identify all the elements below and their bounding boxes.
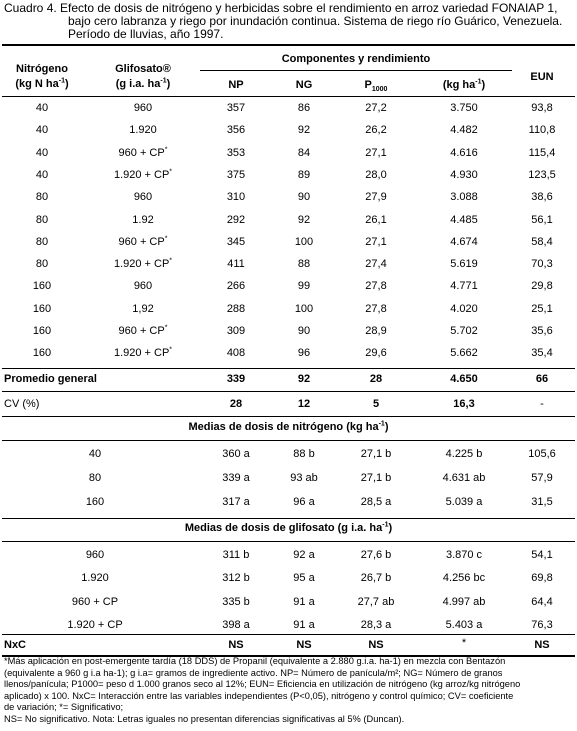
cell-dosis-n: 40 (88, 448, 102, 460)
cell-eun: 31,5 (531, 496, 553, 508)
cell-ng: 88 b (293, 448, 315, 460)
cell-p: 29,6 (365, 347, 387, 360)
header-glifosato: Glifosato® (115, 63, 171, 75)
cell-ng: 96 (297, 347, 311, 360)
cell-glifosato (88, 302, 198, 316)
cell-eun: 115,4 (528, 146, 556, 159)
rule-after-section-n-title (2, 440, 575, 441)
cell-dosis-n: 160 (85, 496, 105, 508)
cell-p: 26,1 (365, 213, 387, 226)
cell-kg: 4.225 b (445, 448, 483, 460)
section-title-nitrogeno: Medias de dosis de nitrógeno (kg $ha^{-1}$) (188, 420, 389, 433)
cell-glifosato (88, 324, 198, 338)
cell-kg: 5.619 (450, 258, 478, 271)
cell-np: 360 a (222, 448, 250, 460)
cell-p: 27,9 (365, 191, 387, 204)
cell-ng: 92 a (293, 549, 315, 561)
cell-glifosato (88, 279, 198, 293)
cell-nitrogeno: 40 (35, 102, 49, 114)
cell-eun: 57,9 (531, 472, 553, 484)
cell-glifosato (88, 346, 198, 360)
cell-np: 335 b (222, 595, 250, 608)
cell-ng: 90 (297, 325, 311, 337)
cell-eun: 64,4 (531, 595, 553, 608)
header-ng: NG (295, 79, 313, 91)
promedio-label: Promedio general (4, 373, 97, 385)
rule-before-section-n (2, 416, 575, 417)
cell-p: 26,2 (365, 124, 387, 137)
cell-ng: 99 (297, 280, 311, 293)
cell-ng: 86 (297, 102, 311, 114)
cell-kg: 4.930 (450, 168, 478, 181)
cell-kg: 5.039 a (445, 496, 483, 508)
cell-ng: 92 (297, 124, 311, 137)
cell-eun: 54,1 (531, 549, 553, 561)
cell-np: 353 (226, 146, 246, 159)
cell-ng: 84 (297, 146, 311, 159)
cell-eun: 35,4 (531, 347, 553, 360)
cell-ng: 96 a (293, 496, 315, 508)
cell-nitrogeno: 160 (32, 280, 52, 293)
cell-p: 27,4 (365, 258, 387, 271)
cell-p: 27,1 b (360, 472, 392, 484)
cell-dosis-g: 1.920 + CP (67, 618, 123, 631)
cell-np: 309 (226, 325, 246, 337)
cell-p: 27,8 (365, 280, 387, 293)
cell-dosis-g: 1.920 (81, 572, 109, 585)
cell-eun: 105,6 (528, 448, 556, 460)
cell-p: 27,7 ab (357, 595, 395, 608)
cell-kg: 4.482 (450, 124, 478, 137)
table-top-rule (2, 44, 575, 46)
cell-eun: 70,3 (531, 258, 553, 271)
cell-kg: 5.702 (450, 325, 478, 337)
cell-ng: 95 a (293, 572, 315, 585)
cell-kg: 3.870 c (445, 549, 483, 561)
nxc-ng: NS (296, 639, 312, 651)
cell-eun: 56,1 (531, 213, 553, 226)
nxc-label: NxC (4, 639, 27, 651)
cv-np: 28 (229, 398, 243, 410)
cell-nitrogeno: 40 (35, 168, 49, 181)
rule-before-cv (2, 391, 575, 392)
cell-kg: 4.997 ab (442, 595, 486, 608)
cell-np: 292 (226, 213, 246, 226)
glifosato-text: 960 (133, 191, 153, 204)
cell-p: 27,2 (365, 102, 387, 114)
cell-np: 339 a (222, 472, 250, 484)
cell-p: 28,3 a (360, 618, 392, 631)
cv-label: CV (%) (4, 398, 40, 410)
nxc-eun: NS (534, 639, 550, 651)
table-caption (4, 2, 574, 41)
cell-np: 310 (226, 191, 246, 204)
promedio-np: 339 (226, 373, 246, 385)
cell-np: 266 (226, 280, 246, 293)
cp-marker: * (169, 168, 173, 176)
cell-ng: 90 (297, 191, 311, 204)
header-eun: EUN (530, 71, 554, 83)
cell-glifosato (88, 235, 198, 249)
cell-kg: 5.403 a (445, 618, 483, 631)
cell-glifosato (88, 101, 198, 115)
cell-p: 28,5 a (360, 496, 392, 508)
rule-before-nxc (2, 634, 575, 635)
nxc-kg: * (461, 637, 467, 649)
cp-marker: * (169, 257, 173, 265)
cell-eun: 110,8 (528, 124, 556, 137)
cell-p: 27,1 b (360, 448, 392, 460)
cell-glifosato (88, 257, 198, 271)
header-p1000: $P_{1000}$ (364, 79, 388, 94)
footnote-line: llenos/panícula; P1000= peso d 1.000 granos seco al 12%; EUN= Eficiencia en utilización de nitrógeno (kg arroz/kg nitrógeno (4, 679, 521, 690)
cell-np: 311 b (222, 549, 250, 561)
nxc-np: NS (228, 639, 244, 651)
promedio-ng: 92 (297, 373, 311, 385)
cell-nitrogeno: 160 (32, 302, 52, 315)
cell-kg: 4.631 ab (442, 472, 486, 484)
promedio-kg: 4.650 (450, 373, 478, 385)
cell-eun: 58,4 (531, 235, 553, 248)
cv-kg: 16,3 (453, 398, 475, 410)
glifosato-text: 1.920 (129, 124, 157, 137)
cell-kg: 3.750 (450, 102, 478, 114)
cell-nitrogeno: 40 (35, 146, 49, 159)
footnote-line: (equivalente a 960 g i.a ha-1); g i.a= gramos de ingrediente activo. NP= Número de panícula/m²; NG= Número de granos (4, 667, 503, 678)
cell-ng: 100 (294, 302, 314, 315)
glifosato-text: 960 (133, 102, 153, 114)
glifosato-text: 1.920 + CP (113, 258, 170, 271)
cell-glifosato (88, 123, 198, 137)
rule-before-section-g (2, 518, 575, 519)
header-componentes: Componentes y rendimiento (281, 53, 431, 65)
footnote-line: *Más aplicación en post-emergente tardía (18 DDS) de Propanil (equivalente a 2.880 g.i.a. ha-1) en mezcla con Bentazón (4, 656, 506, 666)
cell-np: 408 (226, 347, 246, 360)
cell-eun: 25,1 (531, 302, 553, 315)
cell-np: 288 (226, 302, 246, 315)
cell-kg: 4.771 (450, 280, 478, 293)
cell-ng: 100 (294, 235, 314, 248)
cell-kg: 4.674 (450, 235, 478, 248)
cell-eun: 29,8 (531, 280, 553, 293)
cell-eun: 35,6 (531, 325, 553, 337)
cell-eun: 76,3 (531, 618, 553, 631)
cv-eun: - (540, 398, 544, 410)
rule-before-promedio (2, 368, 575, 369)
cell-eun: 123,5 (528, 168, 556, 181)
footnote-line: NS= No significativo. Nota: Letras iguales no presentan diferencias significativas al 5% (Duncan). (4, 713, 405, 724)
cell-nitrogeno: 40 (35, 124, 49, 137)
cell-ng: 92 (297, 213, 311, 226)
cell-eun: 38,6 (531, 191, 553, 204)
cell-p: 28,0 (365, 168, 387, 181)
header-bottom-rule (2, 96, 575, 97)
cell-np: 375 (226, 168, 246, 181)
cell-kg: 4.485 (450, 213, 478, 226)
footnote-line: de variación; *= Significativo; (4, 702, 124, 713)
header-sub-rule (200, 70, 512, 71)
glifosato-text: 1.920 + CP (113, 168, 170, 181)
header-kg: (kg $ha^{-1}$) (442, 78, 486, 91)
cell-p: 27,8 (365, 302, 387, 315)
cell-nitrogeno: 80 (35, 235, 49, 248)
caption-line: Período de lluvias, año 1997. (68, 27, 224, 41)
cp-marker: * (164, 145, 168, 153)
caption-line: Cuadro 4. Efecto de dosis de nitrógeno y herbicidas sobre el rendimiento en arroz variedad FONAIAP 1, (4, 1, 558, 15)
cell-np: 357 (226, 102, 246, 114)
header-np: NP (228, 79, 244, 91)
cell-glifosato (88, 168, 198, 182)
header-nitrogeno: Nitrógeno (16, 63, 68, 75)
header-glifosato-unit: (g i.a. $ha^{-1}$) (115, 77, 171, 90)
cell-glifosato (88, 190, 198, 204)
nxc-p1000: NS (368, 639, 384, 651)
cell-nitrogeno: 80 (35, 213, 49, 226)
cell-kg: 4.020 (450, 302, 478, 315)
caption-line: bajo cero labranza y riego por inundación continua. Sistema de riego río Guárico, Venezuela. (68, 14, 563, 28)
cell-dosis-n: 80 (88, 472, 102, 484)
cp-marker: * (164, 235, 168, 243)
cell-nitrogeno: 160 (32, 325, 52, 337)
cell-glifosato (88, 146, 198, 160)
cell-np: 398 a (222, 618, 250, 631)
glifosato-text: 960 + CP (118, 146, 165, 159)
cell-kg: 4.256 bc (442, 572, 486, 585)
cell-np: 411 (227, 258, 245, 271)
cell-ng: 88 (297, 258, 311, 271)
cell-p: 27,1 (365, 146, 387, 159)
cell-nitrogeno: 160 (32, 347, 52, 360)
header-nitrogeno-unit: (kg N $ha^{-1}$) (15, 77, 69, 90)
cell-dosis-g: 960 + CP (71, 595, 119, 608)
cell-p: 28,9 (365, 325, 387, 337)
cell-ng: 89 (297, 168, 311, 181)
cell-eun: 69,8 (531, 572, 553, 585)
cell-np: 356 (226, 124, 246, 137)
glifosato-text: 1.920 + CP (113, 347, 170, 360)
cell-p: 27,6 b (360, 549, 392, 561)
cell-p: 27,1 (365, 235, 387, 248)
cell-ng: 91 a (293, 618, 315, 631)
rule-after-section-g-title (2, 541, 575, 542)
glifosato-text: 1,92 (132, 302, 154, 315)
cell-nitrogeno: 80 (35, 191, 49, 204)
footnote-line: aplicado) x 100. NxC= Interacción entre las variables independientes (P<0,05), nitrógeno y control químico; CV= coeficiente (4, 690, 514, 701)
cell-p: 26,7 b (360, 572, 392, 585)
glifosato-text: 960 (133, 280, 153, 293)
cell-eun: 93,8 (531, 102, 553, 114)
cell-glifosato (88, 213, 198, 227)
glifosato-text: 1.92 (132, 213, 154, 226)
promedio-p1000: 28 (369, 373, 383, 385)
cv-ng: 12 (297, 398, 311, 410)
cell-kg: 3.088 (450, 191, 478, 204)
section-title-glifosato: Medias de dosis de glifosato (g i.a. $ha^{-1}$) (184, 521, 393, 534)
cv-p1000: 5 (372, 398, 380, 410)
cp-marker: * (164, 324, 168, 332)
cell-np: 317 a (222, 496, 250, 508)
footnotes (4, 656, 572, 726)
cell-kg: 5.662 (450, 347, 478, 360)
promedio-eun: 66 (535, 373, 549, 385)
cell-nitrogeno: 80 (35, 258, 49, 271)
glifosato-text: 960 + CP (118, 235, 165, 248)
cell-kg: 4.616 (450, 146, 478, 159)
cell-np: 345 (226, 235, 246, 248)
cell-np: 312 b (222, 572, 250, 585)
glifosato-text: 960 + CP (118, 325, 165, 337)
cp-marker: * (169, 346, 173, 354)
cell-ng: 91 a (293, 595, 315, 608)
cell-dosis-g: 960 (85, 549, 105, 561)
cell-ng: 93 ab (290, 472, 318, 484)
